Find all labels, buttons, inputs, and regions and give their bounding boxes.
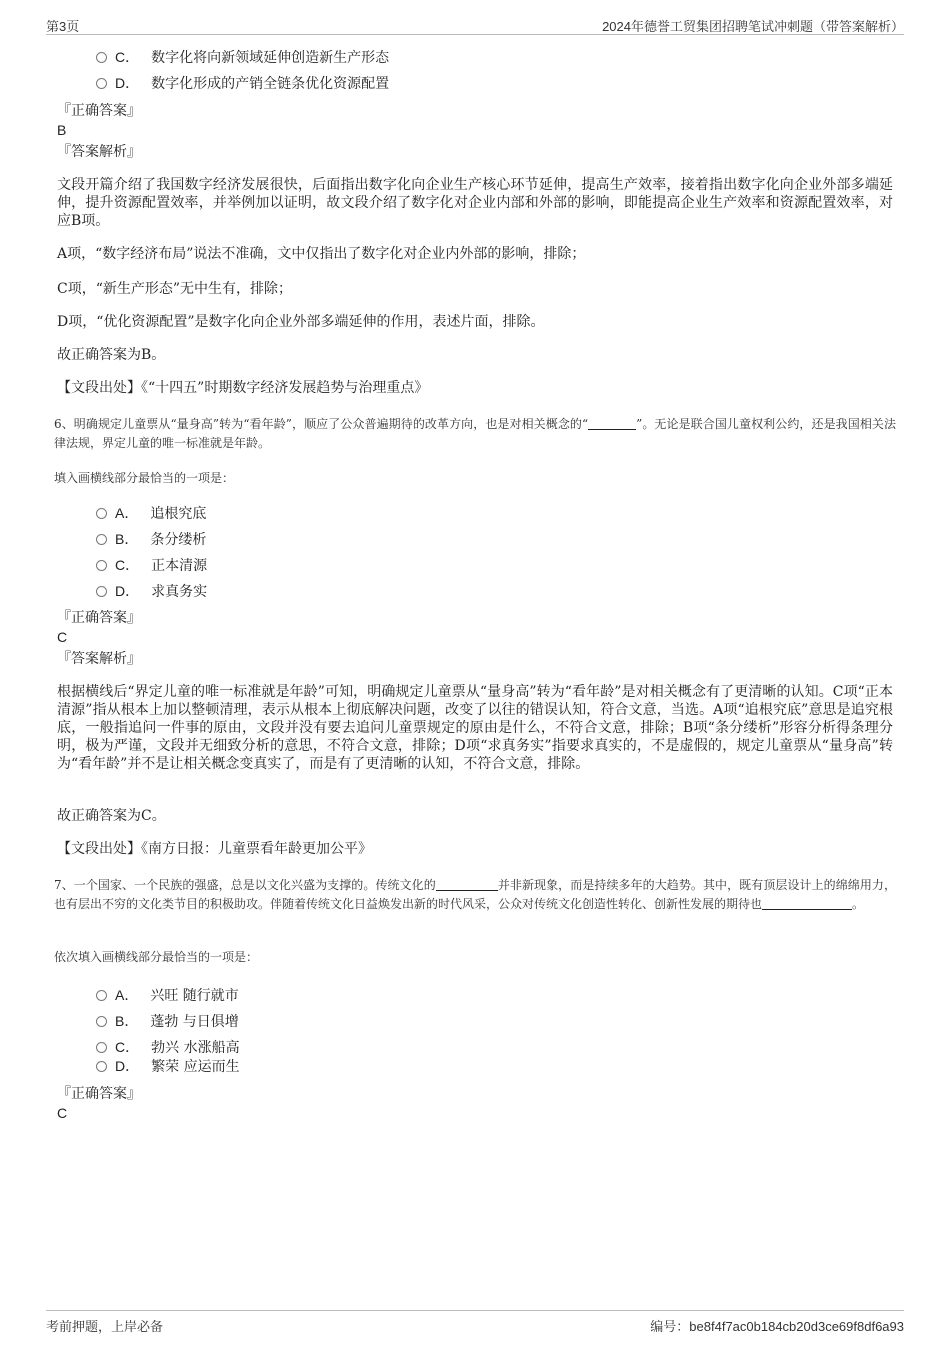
- answer-blank: [762, 897, 852, 910]
- answer-value: C: [57, 629, 68, 645]
- source-citation: 【文段出处】《南方日报：儿童票看年龄更加公平》: [57, 841, 372, 857]
- page-header: [46, 14, 904, 35]
- analysis-paragraph: A项，“数字经济布局”说法不准确，文中仅指出了数字化对企业内外部的影响，排除；: [57, 246, 586, 262]
- option-item[interactable]: C． 正本清源: [96, 556, 207, 575]
- analysis-paragraph: 根据横线后“界定儿童的唯一标准就是年龄”可知，明确规定儿童票从“量身高”转为“看年龄”是对相关概念有了更清晰的认知。C项“正本清源”指从根本上加以整顿清理，表示从根本上彻底解决问题，改变了以往的错误认知，符合文意，当选。A项“追根究底”意思是追究根底，一般指追问一件事的原由，文段并没有要去追问儿童票规定的原由是什么，不符合文意，排除；B项“条分缕析”形容分析得条理分明，极为严谨，文段并无细致分析的意思，不符合文意，排除；D项“求真务实”指要求真实的，不是虚假的，规定儿童票从“量身高”转为“看年龄”并不是让相关概念变真实了，而是有了更清晰的认知，不符合文意，排除。: [57, 684, 893, 772]
- page-number: 第3页: [46, 19, 80, 34]
- option-item[interactable]: C． 数字化将向新领域延伸创造新生产形态: [96, 48, 389, 67]
- analysis-label: 『答案解析』: [57, 651, 141, 667]
- option-item[interactable]: B． 条分缕析: [96, 530, 206, 549]
- answer-label: 『正确答案』: [57, 1086, 141, 1102]
- option-item[interactable]: A． 追根究底: [96, 504, 206, 523]
- answer-blank: [436, 878, 498, 891]
- document-title: 2024年德誉工贸集团招聘笔试冲刺题（带答案解析）: [602, 19, 904, 34]
- radio-icon[interactable]: [96, 52, 107, 63]
- source-citation: 【文段出处】《“十四五”时期数字经济发展趋势与治理重点》: [57, 380, 429, 396]
- radio-icon[interactable]: [96, 990, 107, 1001]
- document-id: 编号：be8f4f7ac0b184cb20d3ce69f8df6a93: [650, 1319, 904, 1334]
- option-item[interactable]: A． 兴旺 随行就市: [96, 986, 239, 1005]
- radio-icon[interactable]: [96, 586, 107, 597]
- analysis-paragraph: D项，“优化资源配置”是数字化向企业外部多端延伸的作用，表述片面，排除。: [57, 314, 545, 330]
- option-item[interactable]: D． 求真务实: [96, 582, 207, 601]
- option-item[interactable]: C． 勃兴 水涨船高: [96, 1038, 240, 1057]
- question-stem: 6、明确规定儿童票从“量身高”转为“看年龄”，顺应了公众普遍期待的改革方向，也是对相关概念的“ ”。无论是联合国儿童权利公约，还是我国相关法律法规，界定儿童的唯一标准就是年龄。: [54, 417, 897, 450]
- footer-slogan: 考前押题，上岸必备: [46, 1319, 164, 1334]
- option-item[interactable]: D． 繁荣 应运而生: [96, 1057, 240, 1076]
- analysis-paragraph: 故正确答案为C。: [57, 808, 166, 824]
- answer-blank: [588, 417, 636, 430]
- analysis-label: 『答案解析』: [57, 144, 141, 160]
- answer-value: B: [57, 122, 67, 138]
- radio-icon[interactable]: [96, 560, 107, 571]
- analysis-paragraph: C项，“新生产形态”无中生有，排除；: [57, 281, 293, 297]
- answer-label: 『正确答案』: [57, 610, 141, 626]
- analysis-paragraph: 文段开篇介绍了我国数字经济发展很快，后面指出数字化向企业生产核心环节延伸，提高生产效率，接着指出数字化向企业外部多端延伸，提升资源配置效率，并举例加以证明，故文段介绍了数字化对企业内部和外部的影响，即能提高企业生产效率和资源配置效率，对应B项。: [57, 177, 893, 229]
- option-item[interactable]: D． 数字化形成的产销全链条优化资源配置: [96, 74, 389, 93]
- radio-icon[interactable]: [96, 508, 107, 519]
- radio-icon[interactable]: [96, 1016, 107, 1027]
- option-item[interactable]: B． 蓬勃 与日俱增: [96, 1012, 239, 1031]
- answer-value: C: [57, 1105, 68, 1121]
- radio-icon[interactable]: [96, 1061, 107, 1072]
- radio-icon[interactable]: [96, 78, 107, 89]
- question-prompt: 依次填入画横线部分最恰当的一项是：: [54, 950, 259, 964]
- question-prompt: 填入画横线部分最恰当的一项是：: [54, 471, 235, 485]
- answer-label: 『正确答案』: [57, 103, 141, 119]
- radio-icon[interactable]: [96, 534, 107, 545]
- analysis-paragraph: 故正确答案为B。: [57, 347, 166, 363]
- page-footer: [46, 1310, 904, 1335]
- radio-icon[interactable]: [96, 1042, 107, 1053]
- question-stem: 7、一个国家、一个民族的强盛，总是以文化兴盛为支撑的。传统文化的 并非新现象，而是持续多年的大趋势。其中，既有顶层设计上的绵绵用力，也有层出不穷的文化类节目的积极助攻。伴随着传统文化日益焕发出新的时代风采，公众对传统文化创造性转化、创新性发展的期待也 。: [54, 878, 896, 911]
